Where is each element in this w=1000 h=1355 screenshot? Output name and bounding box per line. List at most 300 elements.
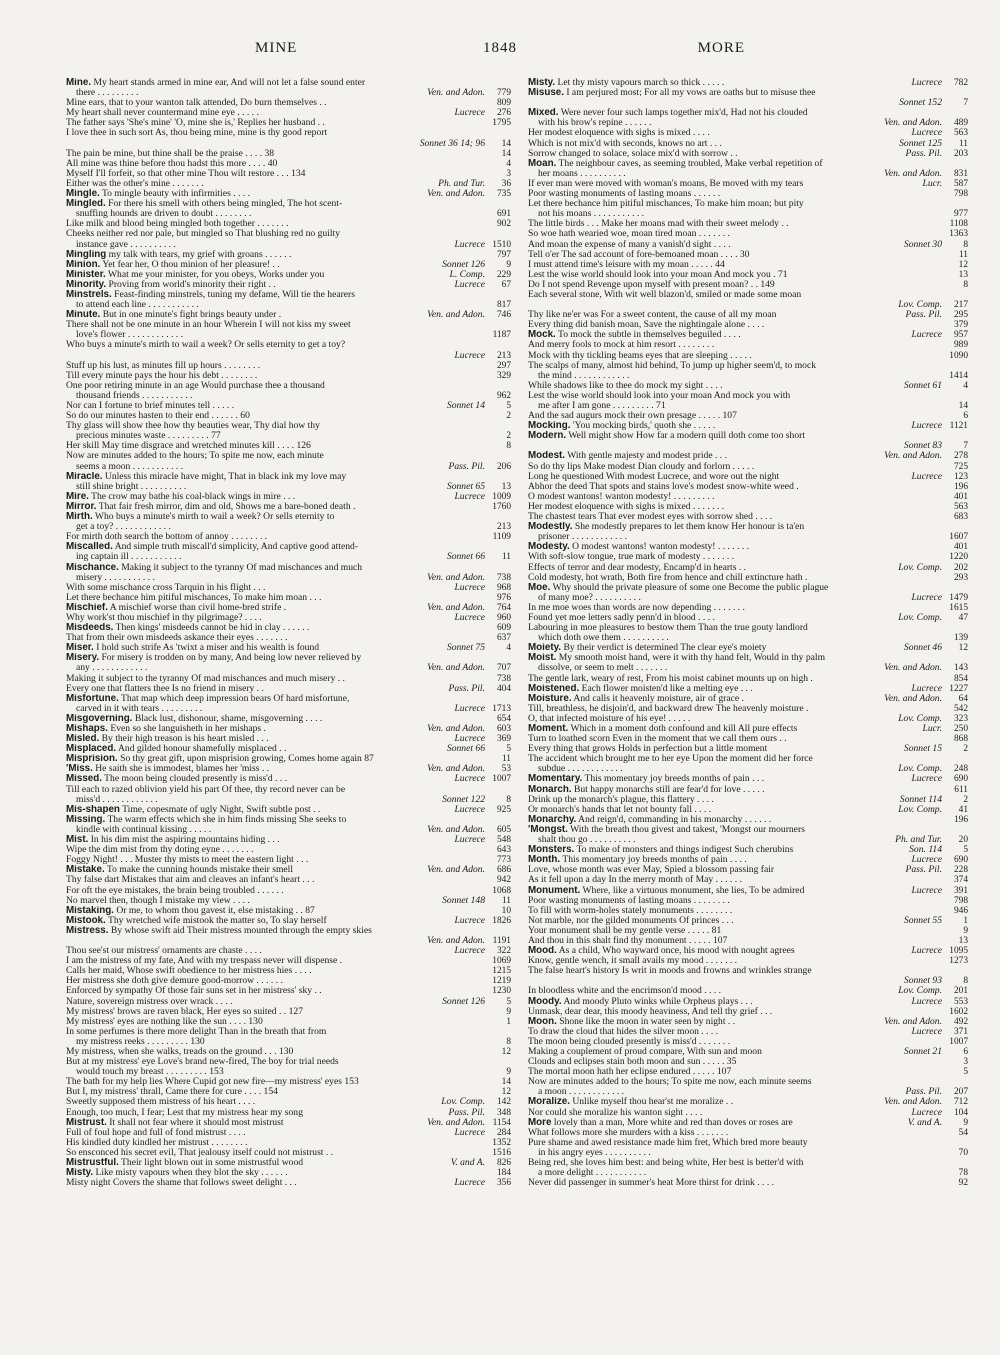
- headword: Minority.: [66, 279, 107, 290]
- concordance-line: [528, 492, 968, 502]
- source-work: Sonnet 65: [446, 481, 485, 492]
- quotation: still shine bright . . . . . . . . . .: [76, 481, 187, 492]
- headword: Misty.: [66, 1168, 94, 1179]
- line-number: 643: [496, 845, 511, 856]
- concordance-line: [528, 532, 968, 542]
- concordance-line: [66, 724, 511, 734]
- quotation: Being red, she loves him best: and being white, Her best is better'd with: [528, 1158, 804, 1169]
- line-number: 184: [496, 1168, 511, 1179]
- source-work: Ven. and Adon.: [884, 693, 942, 704]
- headword: Modesty.: [528, 542, 570, 553]
- quotation-text: [76, 825, 423, 835]
- quotation: Misty night Covers the shame that follows sweet delight . . .: [66, 1178, 297, 1189]
- line-number: 809: [496, 98, 511, 109]
- quotation: Long he questioned With modest Lucrece, and wore out the night: [528, 471, 780, 482]
- source-work: Lov. Comp.: [898, 764, 942, 775]
- quotation-text: [528, 1128, 938, 1138]
- concordance-line: [66, 78, 511, 88]
- quotation-text: [66, 108, 450, 118]
- quotation-text: [528, 512, 938, 522]
- quotation-text: [66, 946, 450, 956]
- quotation-text: [528, 603, 938, 613]
- line-number: 5: [963, 845, 968, 856]
- quotation-text: [528, 684, 907, 694]
- quotation-text: [528, 240, 900, 250]
- concordance-line: [528, 199, 968, 209]
- line-number: 36: [501, 178, 511, 189]
- quotation: All mine was thine before thou hadst this more . . . . 40: [66, 158, 278, 169]
- quotation: The false heart's history Is writ in moods and frowns and wrinkles strange: [528, 966, 812, 977]
- headword: Moistened.: [528, 683, 580, 694]
- quotation: Sweetly supposed them mistress of his heart . . . .: [66, 1097, 256, 1108]
- quotation: But I, my mistress' thrall, Came there for cure . . . . 154: [66, 1087, 278, 1098]
- concordance-line: [66, 744, 511, 754]
- concordance-line: [528, 593, 968, 603]
- concordance-line: [528, 472, 968, 482]
- concordance-line: [66, 906, 511, 916]
- quotation: Every thing that grows Holds in perfection but a little moment: [528, 744, 768, 755]
- concordance-line: [66, 563, 511, 573]
- source-work: Sonnet 126: [442, 259, 485, 270]
- line-number: 2: [506, 431, 511, 442]
- line-number: 779: [496, 88, 511, 99]
- quotation-text: [66, 310, 423, 320]
- headword: Modern.: [528, 431, 567, 442]
- concordance-line: [528, 441, 968, 451]
- concordance-line: [66, 502, 511, 512]
- headword: Mishaps.: [66, 724, 108, 734]
- concordance-line: [66, 522, 511, 532]
- concordance-line: [528, 149, 968, 159]
- line-number: 78: [958, 1168, 968, 1179]
- concordance-line: [528, 875, 968, 885]
- quotation-text: [528, 936, 938, 946]
- quotation-text: [66, 199, 481, 209]
- quotation: shalt thou go . . . . . . . . . .: [538, 835, 636, 846]
- headword: Moiety.: [528, 643, 562, 654]
- quotation-text: [66, 1017, 481, 1027]
- quotation-text: [538, 835, 891, 845]
- quotation-text: [528, 714, 894, 724]
- quotation: Each flower moisten'd like a melting eye . . .: [581, 683, 753, 694]
- quotation-text: [66, 179, 434, 189]
- concordance-line: [528, 431, 968, 441]
- line-number: 104: [953, 1107, 968, 1118]
- quotation-text: [528, 785, 938, 795]
- quotation: Shone like the moon in water seen by night . .: [559, 1016, 736, 1027]
- quotation-text: [528, 280, 938, 290]
- quotation: To mingle beauty with infirmities . . . .: [101, 189, 250, 200]
- concordance-line: [528, 320, 968, 330]
- quotation: thousand friends . . . . . . . . . . .: [76, 390, 193, 401]
- line-number: 248: [953, 764, 968, 775]
- quotation: The gentle lark, weary of rest, From his moist cabinet mounts up on high .: [528, 673, 813, 684]
- concordance-line: [66, 421, 511, 431]
- concordance-line: [528, 462, 968, 472]
- quotation: any . . . . . . . . . . . .: [76, 663, 148, 674]
- quotation-text: [66, 1148, 481, 1158]
- quotation: In bloodless white and the encrimson'd mood . . . .: [528, 986, 722, 997]
- quotation-text: [528, 1027, 907, 1037]
- source-work: Lucrece: [911, 421, 942, 432]
- line-number: 1479: [949, 592, 968, 603]
- line-number: 686: [496, 865, 511, 876]
- quotation-text: [66, 633, 481, 643]
- concordance-line: [528, 78, 968, 88]
- line-number: 2: [963, 744, 968, 755]
- concordance-line: [528, 502, 968, 512]
- source-work: Lucrece: [911, 471, 942, 482]
- quotation: His kindled duty kindled her mistrust . . . . . . . .: [66, 1137, 248, 1148]
- concordance-line: [528, 1128, 968, 1138]
- line-number: 1007: [492, 774, 511, 785]
- quotation: So do our minutes hasten to their end . . . . . . 60: [66, 411, 250, 422]
- source-work: Lucrece: [911, 855, 942, 866]
- line-number: 11: [958, 249, 968, 260]
- headword: Mood.: [528, 946, 557, 957]
- concordance-line: [66, 603, 511, 613]
- quotation: Thou see'st our mistress' ornaments are chaste . . . .: [66, 946, 262, 957]
- quotation: My smooth moist hand, were it with thy hand felt, Would in thy palm: [558, 653, 826, 664]
- line-number: 690: [953, 774, 968, 785]
- line-number: 13: [501, 481, 511, 492]
- concordance-line: [66, 815, 511, 825]
- quotation: The moon being clouded presently is miss'd . . . . . . .: [528, 1036, 731, 1047]
- line-number: 5: [963, 1067, 968, 1078]
- quotation-text: [66, 916, 450, 926]
- concordance-line: [528, 108, 968, 118]
- quotation: Unmask, dear dear, this moody heaviness, And tell thy grief . . .: [528, 1006, 773, 1017]
- quotation-text: [76, 522, 481, 532]
- concordance-line: [528, 512, 968, 522]
- quotation: By whose swift aid Their mistress mounted through the empty skies: [110, 925, 372, 936]
- quotation-text: [528, 563, 894, 573]
- line-number: 250: [953, 724, 968, 734]
- concordance-line: [528, 966, 968, 976]
- concordance-line: [528, 290, 968, 300]
- source-work: Lucrece: [454, 774, 485, 785]
- concordance-line: [66, 371, 511, 381]
- line-number: 8: [963, 976, 968, 987]
- headword: Miser.: [66, 643, 94, 654]
- concordance-line: [528, 997, 968, 1007]
- line-number: 1602: [949, 1006, 968, 1017]
- concordance-line: [528, 411, 968, 421]
- source-work: V. and A.: [450, 1158, 485, 1169]
- line-number: 1713: [492, 703, 511, 714]
- quotation-text: [528, 139, 895, 149]
- quotation-text: [66, 149, 481, 159]
- headword: Minute.: [66, 310, 101, 321]
- line-number: 196: [953, 481, 968, 492]
- source-work: Sonnet 126: [442, 996, 485, 1007]
- line-number: 735: [496, 189, 511, 200]
- line-number: 4: [963, 380, 968, 391]
- source-work: Lucrece: [454, 1127, 485, 1138]
- quotation-text: [528, 381, 900, 391]
- quotation: I love thee in such sort As, thou being mine, mine is thy good report: [66, 128, 328, 139]
- source-work: V. and A.: [907, 1117, 942, 1128]
- quotation-text: [66, 1097, 437, 1107]
- concordance-line: [66, 623, 511, 633]
- line-number: 1414: [949, 370, 968, 381]
- quotation-text: [528, 1138, 938, 1148]
- quotation: Stuff up his lust, as minutes fill up hours . . . . . . . .: [66, 360, 261, 371]
- concordance-line: [66, 663, 511, 673]
- concordance-line: [66, 875, 511, 885]
- quotation-text: [66, 674, 481, 684]
- quotation-text: [66, 1118, 423, 1128]
- line-number: 489: [953, 118, 968, 129]
- concordance-line: [528, 300, 968, 310]
- source-work: Ph. and Tur.: [438, 178, 485, 189]
- quotation: Turn to loathed scorn Even in the moment that we call them ours . .: [528, 734, 787, 745]
- headword: Modestly.: [528, 522, 573, 533]
- quotation: me after I am gone . . . . . . . . . 71: [538, 401, 666, 411]
- quotation-text: [528, 1067, 938, 1077]
- quotation-text: [528, 1108, 907, 1118]
- concordance-line: [66, 1097, 511, 1107]
- line-number: 942: [496, 875, 511, 886]
- quotation-text: [66, 966, 481, 976]
- source-work: Sonnet 125: [899, 138, 942, 149]
- quotation-text: [66, 98, 481, 108]
- quotation: Mock with thy tickling beams eyes that are sleeping . . . . .: [528, 350, 752, 361]
- quotation: To make of monsters and things indigest Such cherubins: [576, 845, 794, 856]
- quotation-text: [66, 613, 450, 623]
- quotation-text: [528, 1057, 938, 1067]
- line-number: 213: [496, 522, 511, 533]
- quotation: With some mischance cross Tarquin in his flight . . .: [66, 582, 266, 593]
- quotation: By their verdict is determined The clear eye's moiety: [563, 643, 767, 654]
- line-number: 5: [506, 401, 511, 411]
- quotation-text: [528, 906, 938, 916]
- quotation-text: [528, 361, 938, 371]
- line-number: 1220: [949, 552, 968, 563]
- quotation: O, that infected moisture of his eye! . . . . .: [528, 713, 691, 724]
- source-work: Lucrece: [454, 279, 485, 290]
- line-number: 143: [953, 663, 968, 674]
- quotation: Wipe the dim mist from thy doting eyne . . . . . . .: [66, 845, 254, 856]
- concordance-line: [66, 1148, 511, 1158]
- quotation-text: [66, 371, 481, 381]
- quotation-text: [66, 694, 481, 704]
- concordance-line: [528, 371, 968, 381]
- source-work: Son. 114: [909, 845, 942, 856]
- concordance-line: [66, 340, 511, 350]
- line-number: 764: [496, 602, 511, 613]
- concordance-line: [66, 240, 511, 250]
- line-number: 14: [501, 138, 511, 149]
- quotation: Myself I'll forfeit, so that other mine Thou wilt restore . . . 134: [66, 168, 306, 179]
- line-number: 8: [963, 279, 968, 290]
- source-work: Ven. and Adon.: [884, 1097, 942, 1108]
- quotation-text: [76, 795, 438, 805]
- concordance-line: [528, 270, 968, 280]
- quotation: Not marble, nor the gilded monuments Of princes . . .: [528, 915, 734, 926]
- headword: Misplaced.: [66, 744, 117, 755]
- line-number: 53: [501, 764, 511, 775]
- headword: Misuse.: [528, 88, 564, 99]
- line-number: 1068: [492, 885, 511, 896]
- concordance-line: [66, 653, 511, 663]
- quotation-text: [66, 320, 481, 330]
- concordance-line: [528, 795, 968, 805]
- quotation: Black lust, dishonour, shame, misgoverning . . . .: [134, 713, 323, 724]
- source-work: Lucrece: [911, 1107, 942, 1118]
- quotation-text: [538, 371, 938, 381]
- line-number: 9: [506, 1006, 511, 1017]
- quotation: Making a couplement of proud compare, With sun and moon: [528, 1047, 762, 1057]
- line-number: 13: [958, 935, 968, 946]
- headword: Miscalled.: [66, 542, 113, 553]
- quotation-text: [66, 875, 481, 885]
- quotation-text: [76, 300, 481, 310]
- concordance-line: [528, 1007, 968, 1017]
- headword: Mistrustful.: [66, 1158, 119, 1169]
- line-number: 868: [953, 734, 968, 745]
- quotation-text: [66, 542, 481, 552]
- line-number: 2: [963, 794, 968, 805]
- concordance-line: [66, 552, 511, 562]
- line-number: 902: [496, 219, 511, 230]
- quotation-text: [528, 896, 938, 906]
- quotation-text: [528, 1097, 880, 1107]
- quotation-text: [538, 401, 938, 411]
- quotation: Your monument shall be my gentle verse . . . . . 81: [528, 925, 722, 936]
- concordance-line: [66, 774, 511, 784]
- concordance-line: [66, 118, 511, 128]
- quotation-text: [528, 1017, 880, 1027]
- concordance-line: [66, 694, 511, 704]
- quotation: Poor wasting monuments of lasting moans . . . . . .: [528, 189, 721, 200]
- quotation-text: [66, 270, 446, 280]
- concordance-line: [528, 88, 968, 98]
- headword: Minstrels.: [66, 289, 112, 300]
- line-number: 404: [496, 683, 511, 694]
- quotation: And the sad augurs mock their own presage . . . . . 107: [528, 411, 737, 422]
- line-number: 960: [496, 612, 511, 623]
- line-number: 9: [963, 925, 968, 936]
- quotation-text: [528, 1007, 938, 1017]
- quotation-text: [528, 522, 938, 532]
- concordance-line: [528, 179, 968, 189]
- quotation: Proving from world's minority their right . .: [108, 279, 276, 290]
- quotation: miss'd . . . . . . . . . . . .: [76, 794, 158, 805]
- quotation: The accident which brought me to her eye Upon the moment did her force: [528, 754, 813, 765]
- quotation: To draw the cloud that hides the silver moon . . . .: [528, 1026, 719, 1037]
- source-work: Sonnet 83: [903, 441, 942, 452]
- concordance-line: [528, 1158, 968, 1168]
- quotation: The neighbour caves, as seeming troubled, Make verbal repetition of: [558, 158, 823, 169]
- concordance-line: [66, 229, 511, 239]
- line-number: 356: [496, 1178, 511, 1189]
- quotation-text: [528, 1077, 938, 1087]
- quotation: Sorrow changed to solace, solace mix'd with sorrow . .: [528, 148, 738, 159]
- line-number: 1826: [492, 915, 511, 926]
- line-number: 5: [506, 744, 511, 755]
- line-number: 11: [501, 754, 511, 765]
- quotation-text: [66, 1077, 481, 1087]
- quotation: in his angry eyes . . . . . . . . . .: [538, 1147, 651, 1158]
- quotation-text: [66, 411, 481, 421]
- source-work: Lucrece: [454, 915, 485, 926]
- quotation: which doth owe them . . . . . . . . . .: [538, 633, 669, 644]
- quotation-text: [538, 593, 907, 603]
- line-number: 323: [953, 713, 968, 724]
- quotation: She modestly prepares to let them know Her honour is ta'en: [574, 522, 805, 533]
- quotation: Love, whose month was ever May, Spied a blossom passing fair: [528, 865, 775, 876]
- quotation-text: [528, 724, 919, 734]
- right-column: [528, 78, 968, 1319]
- source-work: Lucrece: [454, 734, 485, 745]
- headword: Mistake.: [66, 865, 105, 876]
- line-number: 654: [496, 713, 511, 724]
- quotation-text: [528, 88, 938, 98]
- headword: Mischief.: [66, 602, 108, 613]
- quotation-text: [528, 270, 938, 280]
- line-number: 371: [953, 1026, 968, 1037]
- quotation: Now are minutes added to the hours; To spite me now, each minute seems: [528, 1077, 812, 1088]
- quotation-text: [528, 774, 907, 784]
- quotation: Why work'st thou mischief in thy pilgrimage? . . . .: [66, 612, 262, 623]
- line-number: 8: [963, 239, 968, 250]
- concordance-line: [528, 1118, 968, 1128]
- line-number: 6: [963, 1047, 968, 1057]
- concordance-line: [66, 401, 511, 411]
- quotation: snuffing hounds are driven to doubt . . . . . . . .: [76, 209, 252, 220]
- quotation-text: [66, 815, 481, 825]
- concordance-line: [528, 1077, 968, 1087]
- line-number: 1187: [492, 330, 511, 341]
- quotation-text: [66, 643, 443, 653]
- source-work: Ven. and Adon.: [427, 88, 485, 99]
- concordance-line: [66, 1027, 511, 1037]
- quotation: My mistress' eyes are nothing like the sun . . . . 130: [66, 1016, 263, 1027]
- quotation: A mischief worse than civil home-bred strife .: [109, 602, 287, 613]
- quotation-text: [66, 1138, 481, 1148]
- concordance-line: [66, 1118, 511, 1128]
- concordance-line: [66, 128, 511, 138]
- concordance-line: [66, 179, 511, 189]
- concordance-line: [528, 1037, 968, 1047]
- quotation-text: [528, 956, 938, 966]
- source-work: Ven. and Adon.: [884, 118, 942, 129]
- concordance-line: [66, 997, 511, 1007]
- quotation-text: [528, 825, 938, 835]
- quotation-text: [76, 240, 450, 250]
- line-number: 12: [958, 259, 968, 270]
- concordance-line: [66, 1047, 511, 1057]
- quotation-text: [66, 441, 481, 451]
- concordance-line: [66, 361, 511, 371]
- quotation: Foggy Night! . . . Muster thy mists to meet the eastern light . . .: [66, 855, 309, 866]
- concordance-line: [528, 1027, 968, 1037]
- concordance-line: [66, 1128, 511, 1138]
- quotation-text: [66, 986, 481, 996]
- concordance-line: [528, 583, 968, 593]
- headword: Miracle.: [66, 471, 103, 482]
- headword: Mistaking.: [66, 905, 114, 916]
- line-number: 1108: [949, 219, 968, 230]
- line-number: 54: [958, 1127, 968, 1138]
- quotation: I am perjured most; For all my vows are oaths but to misuse thee: [566, 88, 816, 99]
- concordance-line: [66, 431, 511, 441]
- concordance-line: [66, 886, 511, 896]
- source-work: Ven. and Adon.: [427, 824, 485, 835]
- quotation: The mortal moon hath her eclipse endured . . . . . 107: [528, 1067, 732, 1078]
- line-number: 690: [953, 855, 968, 866]
